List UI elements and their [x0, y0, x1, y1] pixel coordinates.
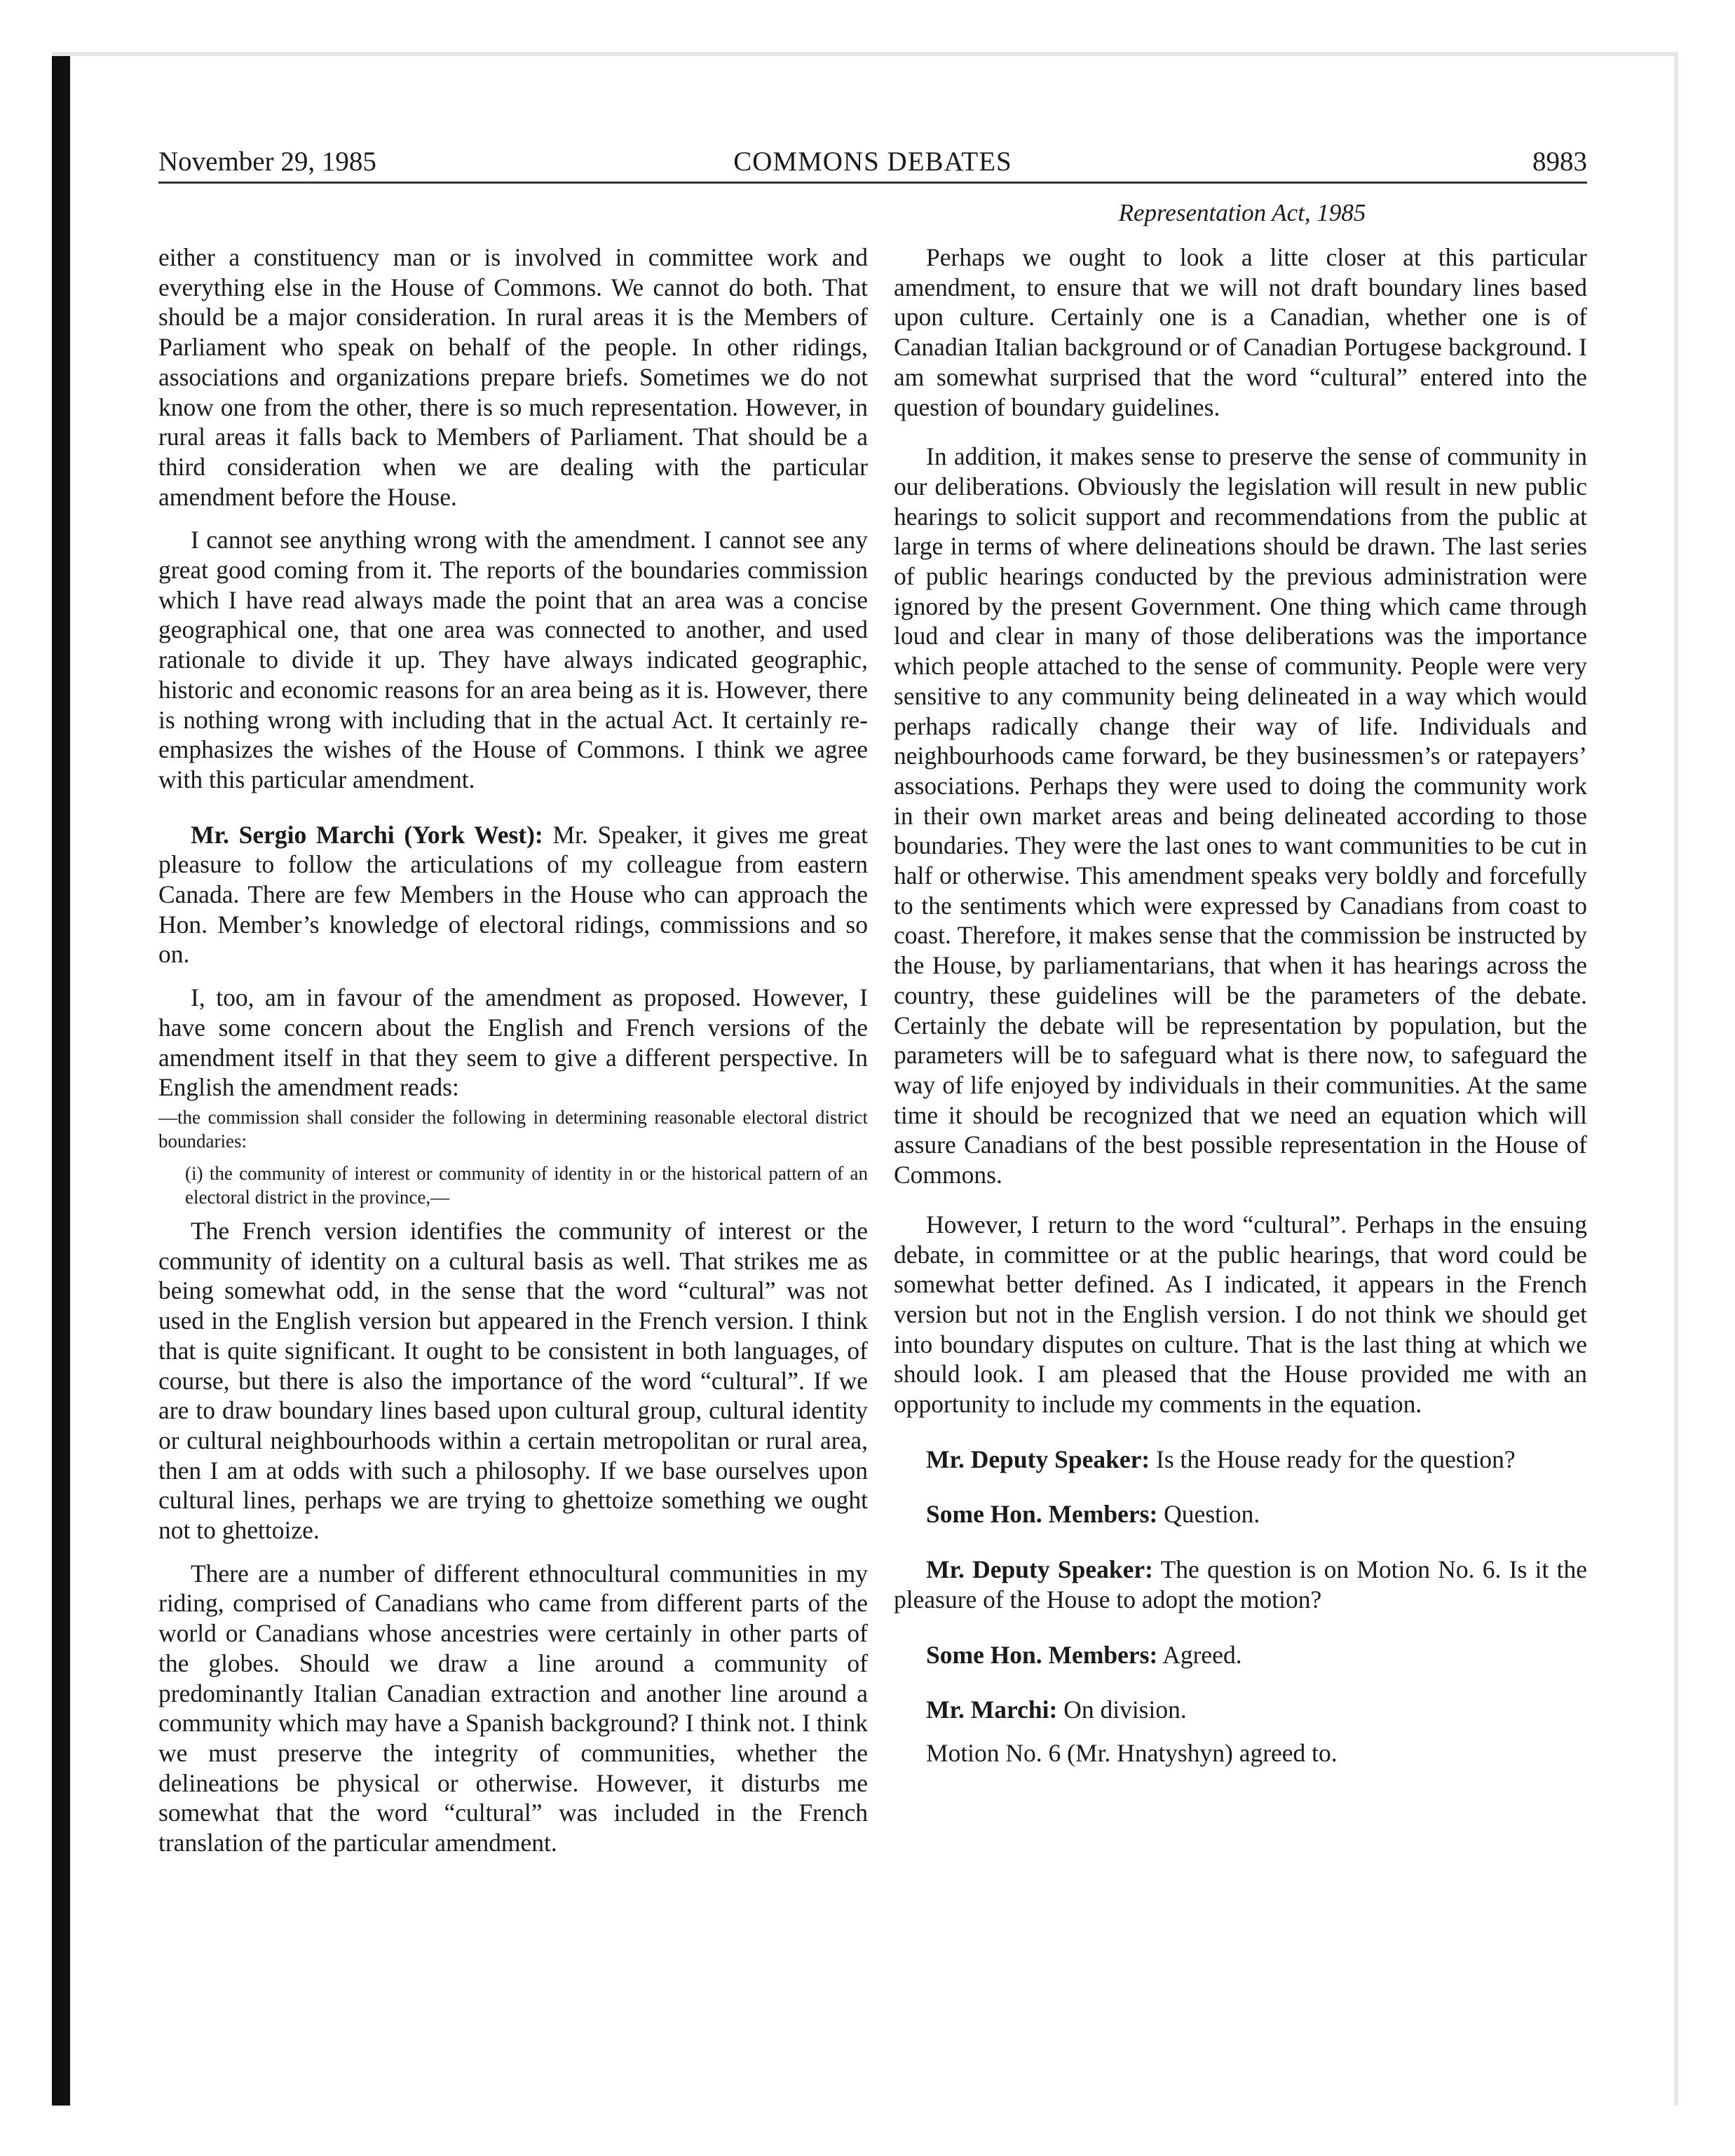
paragraph: In addition, it makes sense to preserve the sense of community in our deliberations. Obviously the legislation will result in new public hearings to solicit support and recommendations from the public at large in terms of where delineations should be drawn. The last series of public hearings conducted by the previous administration were ignored by the present Government. One thing which came through loud and clear in many of those deliberations was the importance which people attached to the sense of community. People were very sensitive to any community being delineated in a way which would perhaps radically change their way of life. Individuals and neighbourhoods came forward, be they businessmen’s or ratepayers’ associations. Perhaps they were used to doing the community work in their own market areas and being delineated according to those boundaries. They were the last ones to want communities to be cut in half or otherwise. This amendment speaks very boldly and forcefully to the sentiments which were expressed by Canadians from coast to coast. Therefore, it makes sense that the commission be instructed by the House, by parliamentarians, that when it has hearings across the country, these guidelines will be the parameters of the debate. Certainly the debate will be representation by population, but the parameters will be to safeguard what is there now, to safeguard the way of life enjoyed by individuals in their communities. At the same time it should be recognized that we need an equation which will assure Canadians of the best possible representation in the House of Commons. [894, 442, 1587, 1189]
page-number: 8983 [1532, 146, 1587, 177]
paragraph [894, 1499, 1587, 1529]
quotation: —the commission shall consider the following in determining reasonable electoral district boundaries: [158, 1106, 868, 1152]
scan-edge-top [52, 52, 1678, 56]
speech-text: On division. [1063, 1696, 1187, 1724]
speaker-name: Mr. Sergio Marchi (York West): [191, 820, 543, 849]
scan-edge-right [1674, 52, 1678, 2106]
quotation-item: (i) the community of interest or community of identity in or the historical pattern of an electoral district in the province,— [185, 1162, 868, 1208]
paragraph [894, 1640, 1587, 1670]
paragraph: Motion No. 6 (Mr. Hnatyshyn) agreed to. [926, 1738, 1338, 1767]
paragraph [894, 1695, 1587, 1725]
paragraph: I cannot see anything wrong with the amendment. I cannot see any great good coming from it. The reports of the boundaries commission which I have read always made the point that an area was a concise geographical one, that one area was connected to another, and used rationale to divide it up. They have always indicated geographic, historic and economic reasons for an area being as it is. However, there is nothing wrong with including that in the actual Act. It certainly re-emphasizes the wishes of the House of Commons. I think we agree with this particular amendment. [158, 526, 868, 793]
scan-edge-left [52, 52, 70, 2106]
paragraph [158, 820, 868, 970]
paragraph: However, I return to the word “cultural”. Perhaps in the ensuing debate, in committee or at the public hearings, that word could be somewhat better defined. As I indicated, it appears in the French version but not in the English version. I do not think we should get into boundary disputes on culture. That is the last thing at which we should look. I am pleased that the House provided me with an opportunity to include my comments in the equation. [894, 1210, 1587, 1419]
header-title: COMMONS DEBATES [733, 146, 1012, 177]
speaker-name: Some Hon. Members: [926, 1500, 1158, 1529]
paragraph [894, 1445, 1587, 1475]
speaker-name: Some Hon. Members: [926, 1640, 1158, 1669]
speech-text: Is the House ready for the question? [1156, 1445, 1516, 1473]
speech-text: The question is on Motion No. 6. Is it the pleasure of the House to adopt the motion? [894, 1555, 1587, 1613]
speaker-name: Mr. Deputy Speaker: [926, 1555, 1153, 1584]
page-header [158, 146, 1587, 185]
speaker-name: Mr. Marchi: [926, 1696, 1058, 1724]
header-rule [158, 182, 1587, 184]
speech-text: Question. [1164, 1500, 1260, 1529]
speaker-name: Mr. Deputy Speaker: [926, 1445, 1150, 1473]
right-column [894, 243, 1587, 1768]
paragraph: Perhaps we ought to look a litte closer at this particular amendment, to ensure that we will not draft boundary lines based upon culture. Certainly one is a Canadian, whether one is of Canadian Italian background or of Canadian Portugese background. I am somewhat surprised that the word “cultural” entered into the question of boundary guidelines. [894, 243, 1587, 421]
paragraph [894, 1555, 1587, 1614]
paragraph: There are a number of different ethnocultural communities in my riding, comprised of Canadians who came from different parts of the world or Canadians whose ancestries were certainly in other parts of the globes. Should we draw a line around a community of predominantly Italian Canadian extraction and another line around a community which may have a Spanish background? I think not. I think we must preserve the integrity of communities, whether the delineations be physical or otherwise. However, it disturbs me somewhat that the word “cultural” was included in the French translation of the particular amendment. [158, 1559, 868, 1857]
paragraph: either a constituency man or is involved in committee work and everything else in the House of Commons. We cannot do both. That should be a major consideration. In rural areas it is the Members of Parliament who speak on behalf of the people. In other ridings, associations and organizations prepare briefs. Sometimes we do not know one from the other, there is so much representation. However, in rural areas it falls back to Members of Parliament. That should be a third consideration when we are dealing with the particular amendment before the House. [158, 243, 868, 511]
paragraph: I, too, am in favour of the amendment as proposed. However, I have some concern about the English and French versions of the amendment itself in that they seem to give a different perspective. In English the amendment reads: [158, 983, 868, 1102]
paragraph: The French version identifies the community of interest or the community of identity on a cultural basis as well. That strikes me as being somewhat odd, in the sense that the word “cultural” was not used in the English version but appeared in the French version. I think that is quite significant. It ought to be consistent in both languages, of course, but there is also the importance of the word “cultural”. If we are to draw boundary lines based upon cultural group, cultural identity or cultural neighbourhoods within a certain metropolitan or rural area, then I am at odds with such a philosophy. If we base ourselves upon cultural lines, perhaps we are trying to ghettoize something we ought not to ghettoize. [158, 1216, 868, 1545]
section-subheading: Representation Act, 1985 [1118, 199, 1366, 226]
speech-text: Agreed. [1162, 1640, 1242, 1669]
speech-text: Mr. Speaker, it gives me great pleasure to follow the articulations of my colleague from eastern Canada. There are few Members in the House who can approach the Hon. Member’s knowledge of electoral ridings, commissions and so on. [158, 820, 868, 969]
header-date: November 29, 1985 [158, 146, 376, 177]
left-column [158, 243, 868, 1858]
